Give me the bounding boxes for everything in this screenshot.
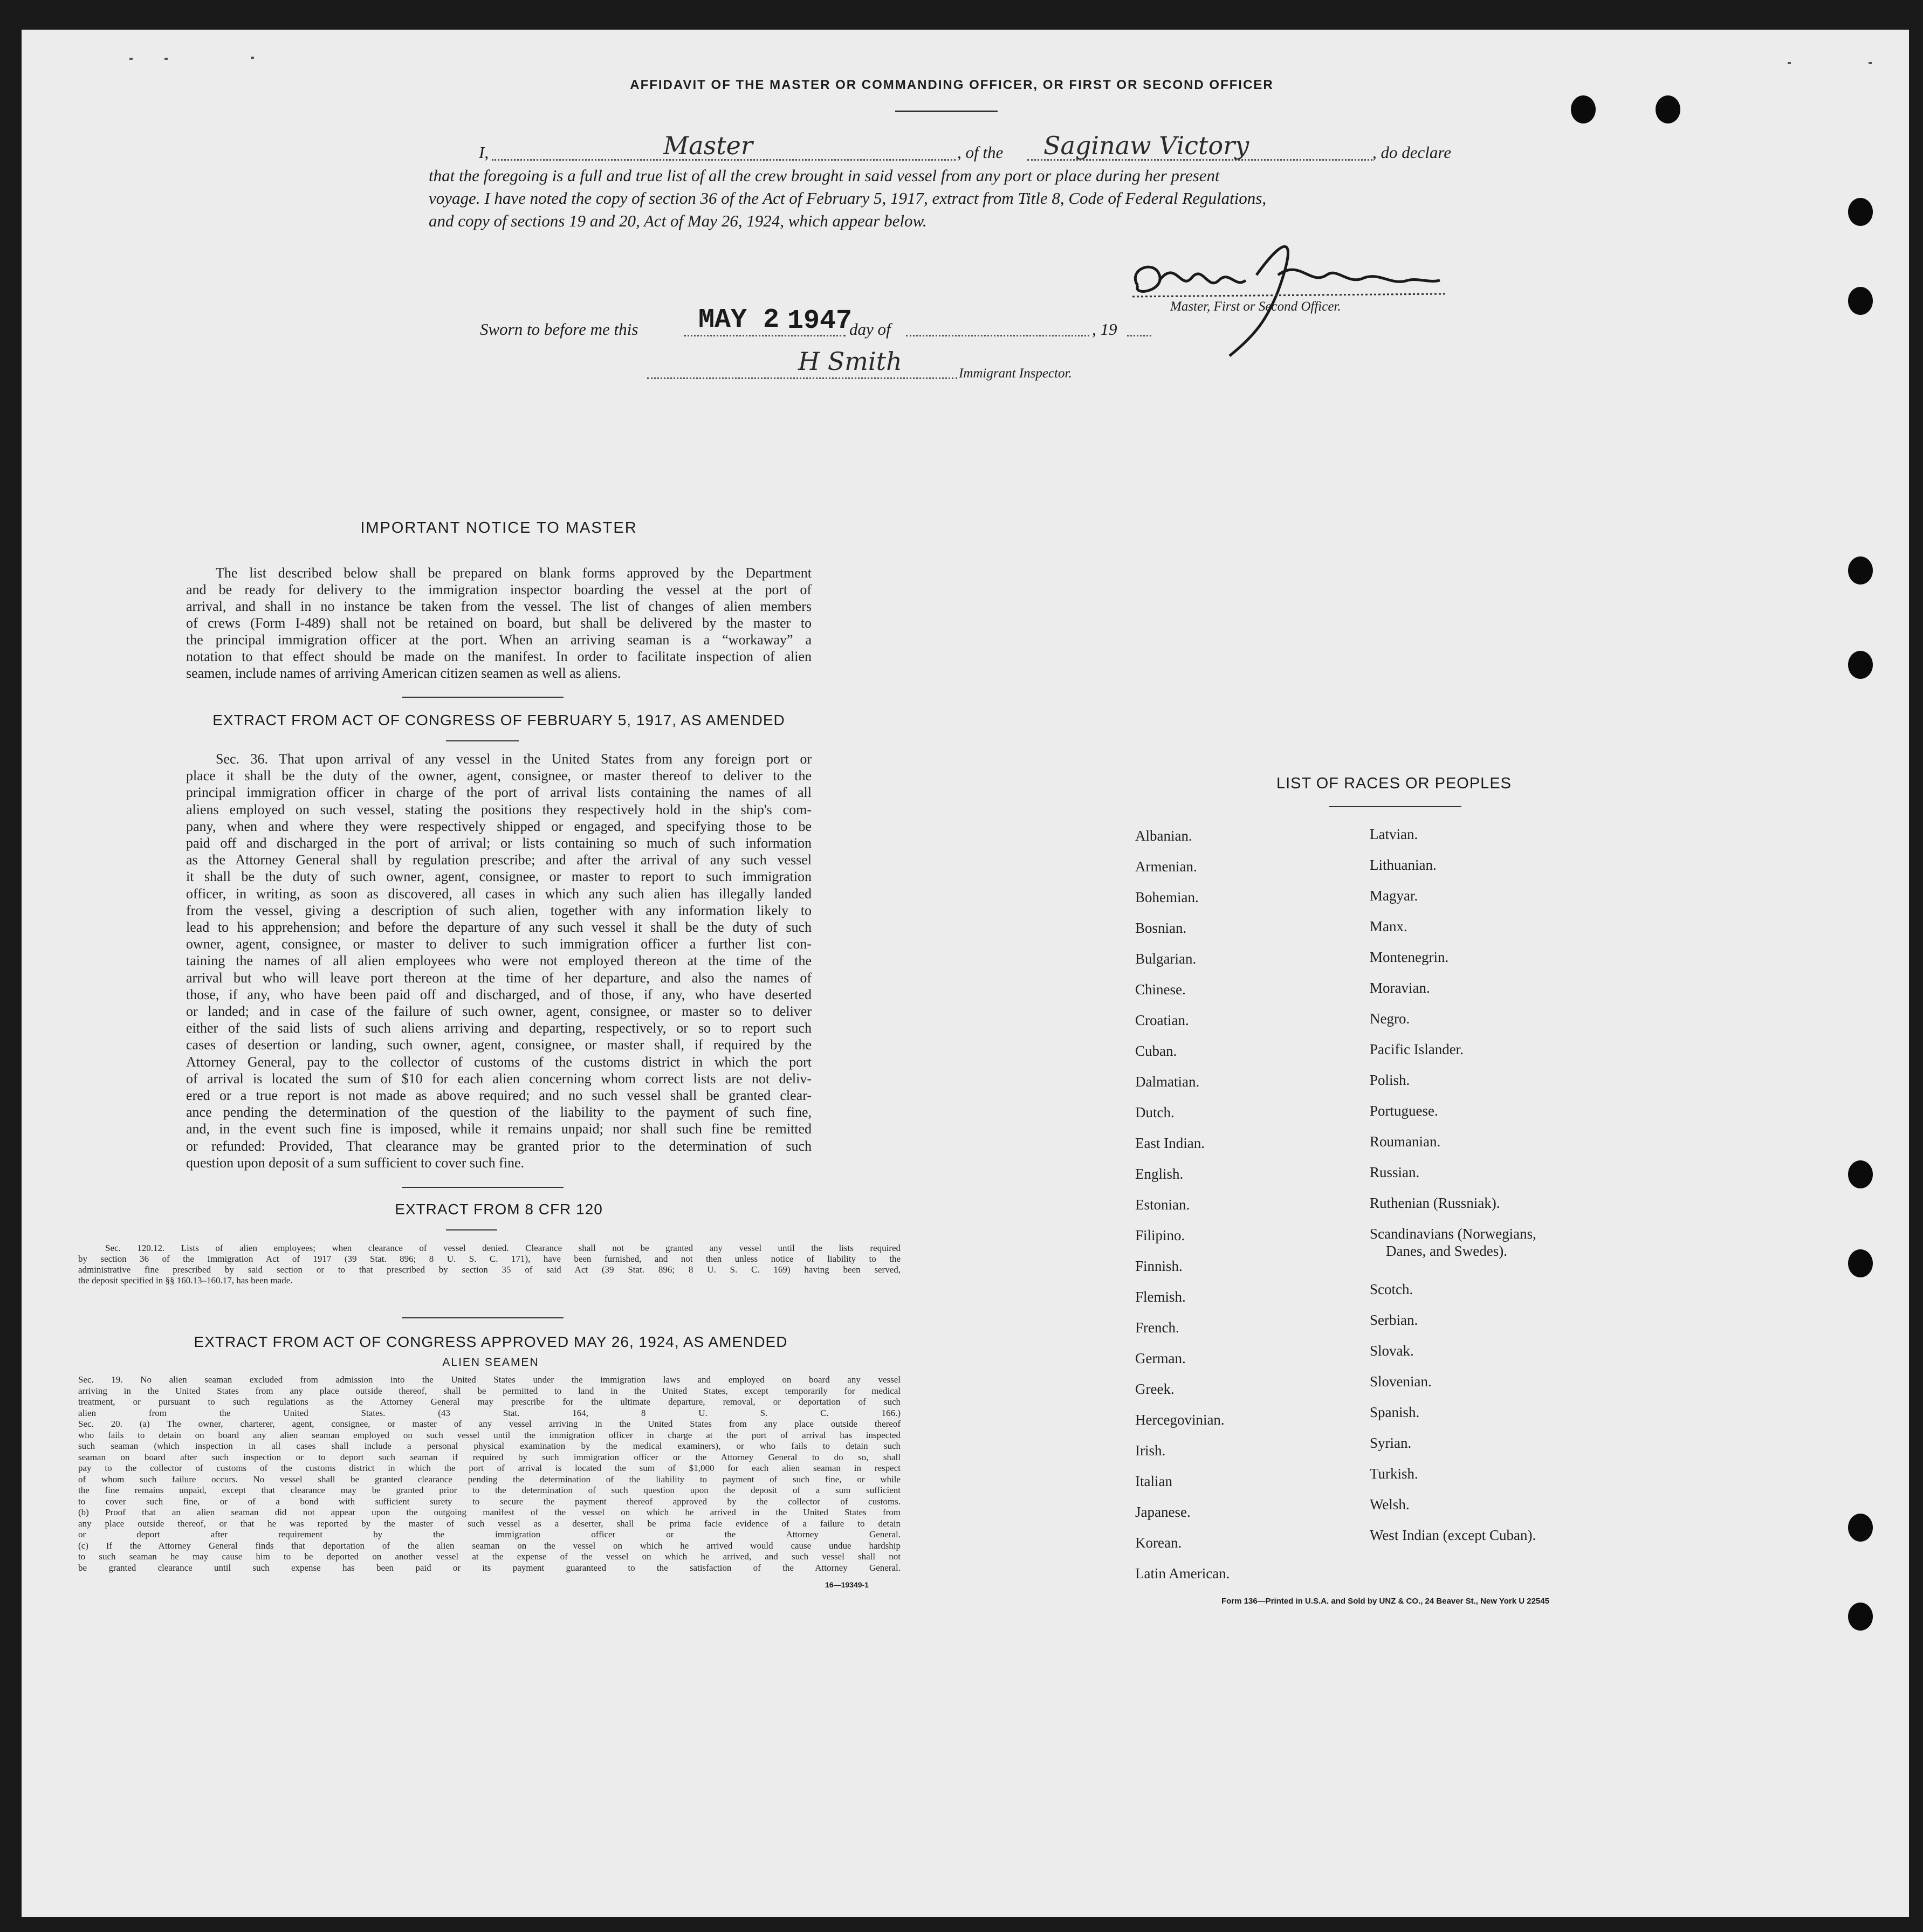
race-item: French. — [1135, 1319, 1179, 1336]
master-handwritten: Master — [663, 131, 753, 160]
printer-footer: Form 136—Printed in U.S.A. and Sold by UNZ & CO., 24 Beaver St., New York U 22545 — [1221, 1597, 1549, 1606]
day-of-label: day of — [849, 320, 891, 339]
notice-line: seamen, include names of arriving American citizen seamen as well as aliens. — [186, 665, 621, 681]
race-item: Russian. — [1370, 1164, 1420, 1180]
race-item: Serbian. — [1370, 1312, 1418, 1328]
race-item: Moravian. — [1370, 980, 1430, 996]
act-1917-line: arrival but who will leave port thereon at the time of her departure, and also the names of — [186, 970, 812, 986]
section-rule — [446, 740, 519, 741]
cfr-line: administrative fine prescribed by said section or to that prescribed by section 35 of said Act (39 Stat. 896; 8 U. S. C. 169) having been served, — [78, 1264, 901, 1275]
act-1924-line: alien from the United States. (43 Stat. 164, 8 U. S. C. 166.) — [78, 1407, 901, 1418]
race-item: Pacific Islander. — [1370, 1041, 1464, 1057]
act-1924-line: be granted clearance until such expense has been paid or its payment guaranteed to the satisfaction of the Attorney General. — [78, 1562, 901, 1573]
act-1924-line: pay to the collector of customs of the customs district in which the port of arrival is located the sum of $1,000 for each alien seaman in respect — [78, 1463, 901, 1473]
race-item: Welsh. — [1370, 1496, 1410, 1512]
affidavit-i-label: I, — [479, 143, 489, 162]
race-item: Korean. — [1135, 1535, 1182, 1551]
punch-hole — [1848, 1514, 1873, 1542]
act-1924-line: who fails to detain on board any alien seaman employed on such vessel until the immigration officer in charge at the port of arrival has inspected — [78, 1429, 901, 1440]
act-1917-line: and, in the event such fine is imposed, while it remains unpaid; nor shall such fine be remitted — [186, 1121, 812, 1137]
month-fill-line — [906, 335, 1089, 336]
race-item: Bohemian. — [1135, 889, 1199, 905]
race-item: Filipino. — [1135, 1227, 1185, 1243]
race-item: Albanian. — [1135, 828, 1192, 844]
race-item: Montenegrin. — [1370, 949, 1449, 965]
act-1924-subtitle: ALIEN SEAMEN — [442, 1356, 539, 1369]
title-rule — [895, 111, 998, 112]
race-item: English. — [1135, 1166, 1184, 1182]
act-1917-line: question upon deposit of a sum sufficient to cover such fine. — [186, 1154, 525, 1171]
race-item: Slovenian. — [1370, 1373, 1432, 1390]
cfr-line: the deposit specified in §§ 160.13–160.17, has been made. — [78, 1275, 293, 1285]
notice-line: The list described below shall be prepared on blank forms approved by the Department — [216, 565, 812, 581]
cfr-line: Sec. 120.12. Lists of alien employees; when clearance of vessel denied. Clearance shall not be granted any vessel until the lists required — [105, 1243, 901, 1253]
scan-speck — [164, 58, 168, 60]
sworn-prefix: Sworn to before me this — [480, 320, 638, 339]
act-1917-line: from the vessel, giving a description of such alien, together with any information likely to — [186, 902, 812, 918]
race-item: Scandinavians (Norwegians, — [1370, 1226, 1536, 1242]
punch-hole — [1848, 1603, 1873, 1631]
section-rule — [446, 1229, 497, 1230]
notice-line: the principal immigration officer at the port. When an arriving seaman is a “workaway” a — [186, 632, 812, 648]
punch-hole — [1848, 287, 1873, 315]
affidavit-do-declare: , do declare — [1372, 143, 1452, 162]
race-item: Scotch. — [1370, 1281, 1413, 1297]
race-item: Manx. — [1370, 918, 1407, 934]
race-item: Turkish. — [1370, 1466, 1418, 1482]
act-1917-line: ered or a true report is not made as above required; and no such vessel shall be granted clear- — [186, 1088, 812, 1103]
master-signature — [1122, 226, 1451, 361]
act-1924-line: any place outside thereof, or that he was reported by the master of such vessel as a deserter, shall be prima facie evidence of a failure to detain — [78, 1518, 901, 1529]
race-item: Chinese. — [1135, 981, 1186, 998]
race-item: Danes, and Swedes). — [1386, 1243, 1507, 1259]
scan-speck — [1869, 62, 1872, 64]
race-item: Croatian. — [1135, 1012, 1189, 1028]
act-1917-line: place it shall be the duty of the owner, agent, consignee, or master thereof to deliver to the — [186, 768, 812, 784]
race-item: Spanish. — [1370, 1404, 1420, 1420]
act-1924-line: to cover such fine, or of a bond with sufficient surety to secure the payment thereof approved by the collector of customs. — [78, 1496, 901, 1507]
race-item: Finnish. — [1135, 1258, 1183, 1274]
race-item: German. — [1135, 1350, 1186, 1366]
race-item: Syrian. — [1370, 1435, 1412, 1451]
act-1917-line: either of the said lists of such aliens arriving and departing, respectively, or so to report such — [186, 1020, 812, 1036]
inspector-caption: Immigrant Inspector. — [959, 366, 1072, 381]
act-1917-line: those, if any, who have been paid off and discharged, and of those, if any, who have deserted — [186, 986, 812, 1002]
act-1924-line: Sec. 20. (a) The owner, charterer, agent, consignee, or master of any vessel arriving in the United States from any place outside thereof — [78, 1419, 901, 1429]
act-1924-line: (c) If the Attorney General finds that deportation of the alien seaman on the vessel on which he arrived would cause undue hardship — [78, 1540, 901, 1551]
punch-hole — [1848, 651, 1873, 679]
act-1917-line: owner, agent, consignee, or master to deliver to such immigration officer a further list con- — [186, 936, 812, 952]
punch-hole — [1848, 556, 1873, 585]
race-item: Irish. — [1135, 1442, 1166, 1459]
race-item: East Indian. — [1135, 1135, 1205, 1151]
year-prefix: , 19 — [1092, 320, 1117, 339]
race-item: Dalmatian. — [1135, 1074, 1200, 1090]
race-item: Roumanian. — [1370, 1133, 1441, 1150]
inspector-fill-line — [647, 377, 957, 379]
cfr-title: EXTRACT FROM 8 CFR 120 — [395, 1201, 603, 1218]
race-item: Latvian. — [1370, 826, 1418, 842]
act-1917-line: taining the names of all alien employees who were not employed thereon at the time of the — [186, 953, 812, 969]
act-1917-line: lead to his apprehension; and before the departure of any such vessel it shall be the duty of such — [186, 919, 812, 935]
act-1917-line: principal immigration officer in charge of the port of arrival lists containing the names of all — [186, 785, 812, 801]
affidavit-title: AFFIDAVIT OF THE MASTER OR COMMANDING OFFICER, OR FIRST OR SECOND OFFICER — [630, 78, 1274, 92]
signature-caption: Master, First or Second Officer. — [1170, 299, 1341, 314]
scan-speck — [129, 58, 133, 60]
act-1917-line: as the Attorney General shall by regulation prescribe; and after the arrival of any such vessel — [186, 852, 812, 868]
act-1924-line: seaman on board after such inspection or to deport such seaman if required by such immigration officer or the Attorney General to do so, shall — [78, 1452, 901, 1462]
act-1924-line: arriving in the United States from any place outside thereof, shall be permitted to land in the United States, except temporarily for medical — [78, 1385, 901, 1396]
act-1924-title: EXTRACT FROM ACT OF CONGRESS APPROVED MAY 26, 1924, AS AMENDED — [194, 1333, 788, 1350]
race-item: Portuguese. — [1370, 1103, 1438, 1119]
section-rule — [1329, 806, 1461, 807]
act-1924-line: the fine remains unpaid, except that clearance may be granted prior to the determination of such question upon the deposit of a sum sufficient — [78, 1485, 901, 1495]
cfr-line: by section 36 of the Immigration Act of 1917 (39 Stat. 896; 8 U. S. C. 171), have been furnished, and not then unless notice of liability to the — [78, 1254, 901, 1264]
act-1917-line: paid off and discharged in the port of arrival; or lists containing so much of such information — [186, 835, 812, 851]
race-item: Slovak. — [1370, 1343, 1414, 1359]
race-item: Negro. — [1370, 1010, 1410, 1027]
act-1917-line: Attorney General, pay to the collector of customs of the customs district in which the port — [186, 1054, 812, 1070]
race-item: Ruthenian (Russniak). — [1370, 1195, 1500, 1211]
affidavit-body-line: that the foregoing is a full and true list of all the crew brought in said vessel from any port or place during her present — [429, 166, 1220, 185]
race-item: Dutch. — [1135, 1104, 1175, 1120]
race-item: Estonian. — [1135, 1197, 1190, 1213]
act-1924-line: or deport after requirement by the immigration officer or the Attorney General. — [78, 1529, 901, 1539]
race-item: Hercegovinian. — [1135, 1412, 1225, 1428]
act-1917-line: it shall be the duty of such owner, agent, consignee, or master to report to such immigration — [186, 869, 812, 885]
section-rule — [402, 1187, 564, 1188]
affidavit-body-line: voyage. I have noted the copy of section 36 of the Act of February 5, 1917, extract from Title 8, Code of Federal Regulations, — [429, 189, 1267, 208]
notice-line: and be ready for delivery to the immigration inspector boarding the vessel at the port of — [186, 582, 812, 597]
act-1924-line: Sec. 19. No alien seaman excluded from admission into the United States under the immigration laws and employed on board any vessel — [78, 1374, 901, 1385]
year-stamp: 1947 — [787, 306, 853, 336]
vessel-name-handwritten: Saginaw Victory — [1043, 131, 1249, 160]
act-1924-line: such seaman (which inspection in all cases shall include a personal physical examination by the medical examiners), or who fails to detain such — [78, 1441, 901, 1451]
act-1917-line: officer, in writing, as soon as discovered, all cases in which any such alien has illegally landed — [186, 885, 812, 902]
document-page — [22, 30, 1909, 1917]
race-item: Latin American. — [1135, 1565, 1230, 1582]
punch-hole — [1848, 1249, 1873, 1277]
scan-speck — [1788, 62, 1791, 64]
race-item: Lithuanian. — [1370, 857, 1437, 873]
form-code: 16—19349-1 — [825, 1580, 869, 1589]
act-1924-line: treatment, or pursuant to such regulations as the Attorney General may prescribe for the ultimate departure, removal, or deportation of such — [78, 1397, 901, 1407]
act-1924-line: (b) Proof that an alien seaman did not appear upon the outgoing manifest of the vessel on which he arrived in the United States from — [78, 1507, 901, 1517]
act-1917-line: cases of desertion or landing, such owner, agent, consignee, or master shall, if required by the — [186, 1037, 812, 1053]
affidavit-of-the: , of the — [957, 143, 1004, 162]
punch-hole — [1848, 1160, 1873, 1188]
punch-hole — [1571, 95, 1596, 123]
year-fill-line — [1127, 335, 1151, 336]
race-item: Magyar. — [1370, 888, 1418, 904]
notice-line: arrival, and shall in no instance be taken from the vessel. The list of changes of alien members — [186, 599, 812, 614]
inspector-signature: H Smith — [798, 347, 902, 376]
act-1917-line: or refunded: Provided, That clearance may be granted prior to the determination of such — [186, 1138, 812, 1154]
punch-hole — [1656, 95, 1680, 123]
section-rule — [402, 697, 564, 698]
race-item: Bosnian. — [1135, 920, 1187, 936]
scan-speck — [251, 57, 254, 59]
notice-line: notation to that effect should be made on the manifest. In order to facilitate inspection of alien — [186, 649, 812, 664]
act-1917-line: ance pending the determination of the question of the liability to the payment of such fine, — [186, 1104, 812, 1120]
act-1924-line: to such seaman he may cause him to be deported on another vessel at the expense of the vessel on which he arrived, and such vessel shall not — [78, 1551, 901, 1562]
race-item: Italian — [1135, 1473, 1172, 1489]
notice-line: of crews (Form I-489) shall not be retained on board, but shall be delivered by the master to — [186, 615, 812, 631]
race-item: Armenian. — [1135, 858, 1197, 875]
races-title: LIST OF RACES OR PEOPLES — [1276, 775, 1512, 792]
act-1924-line: of whom such failure occurs. No vessel shall be granted clearance pending the determination of the liability to payment of such fine, or while — [78, 1474, 901, 1484]
act-1917-line: or landed; and in case of the failure of such owner, agent, consignee, or master so to deliver — [186, 1003, 812, 1019]
act-1917-title: EXTRACT FROM ACT OF CONGRESS OF FEBRUARY 5, 1917, AS AMENDED — [212, 712, 785, 728]
race-item: Cuban. — [1135, 1043, 1177, 1059]
act-1917-line: pany, when and where they were respectively shipped or engaged, and specifying those to be — [186, 818, 812, 834]
race-item: Bulgarian. — [1135, 951, 1197, 967]
race-item: Flemish. — [1135, 1289, 1186, 1305]
race-item: West Indian (except Cuban). — [1370, 1527, 1536, 1543]
act-1917-line: Sec. 36. That upon arrival of any vessel in the United States from any foreign port or — [216, 751, 812, 767]
section-rule — [402, 1317, 564, 1318]
punch-hole — [1848, 198, 1873, 226]
date-stamp: MAY 2 — [698, 305, 780, 335]
act-1917-line: of arrival is located the sum of $10 for each alien concerning whom correct lists are not deliv- — [186, 1070, 812, 1087]
act-1917-line: aliens employed on such vessel, stating the positions they respectively hold in the ship's com- — [186, 801, 812, 817]
affidavit-body-line: and copy of sections 19 and 20, Act of May 26, 1924, which appear below. — [429, 211, 927, 230]
race-item: Polish. — [1370, 1072, 1410, 1088]
race-item: Greek. — [1135, 1381, 1175, 1397]
notice-title: IMPORTANT NOTICE TO MASTER — [360, 519, 637, 537]
race-item: Japanese. — [1135, 1504, 1191, 1520]
